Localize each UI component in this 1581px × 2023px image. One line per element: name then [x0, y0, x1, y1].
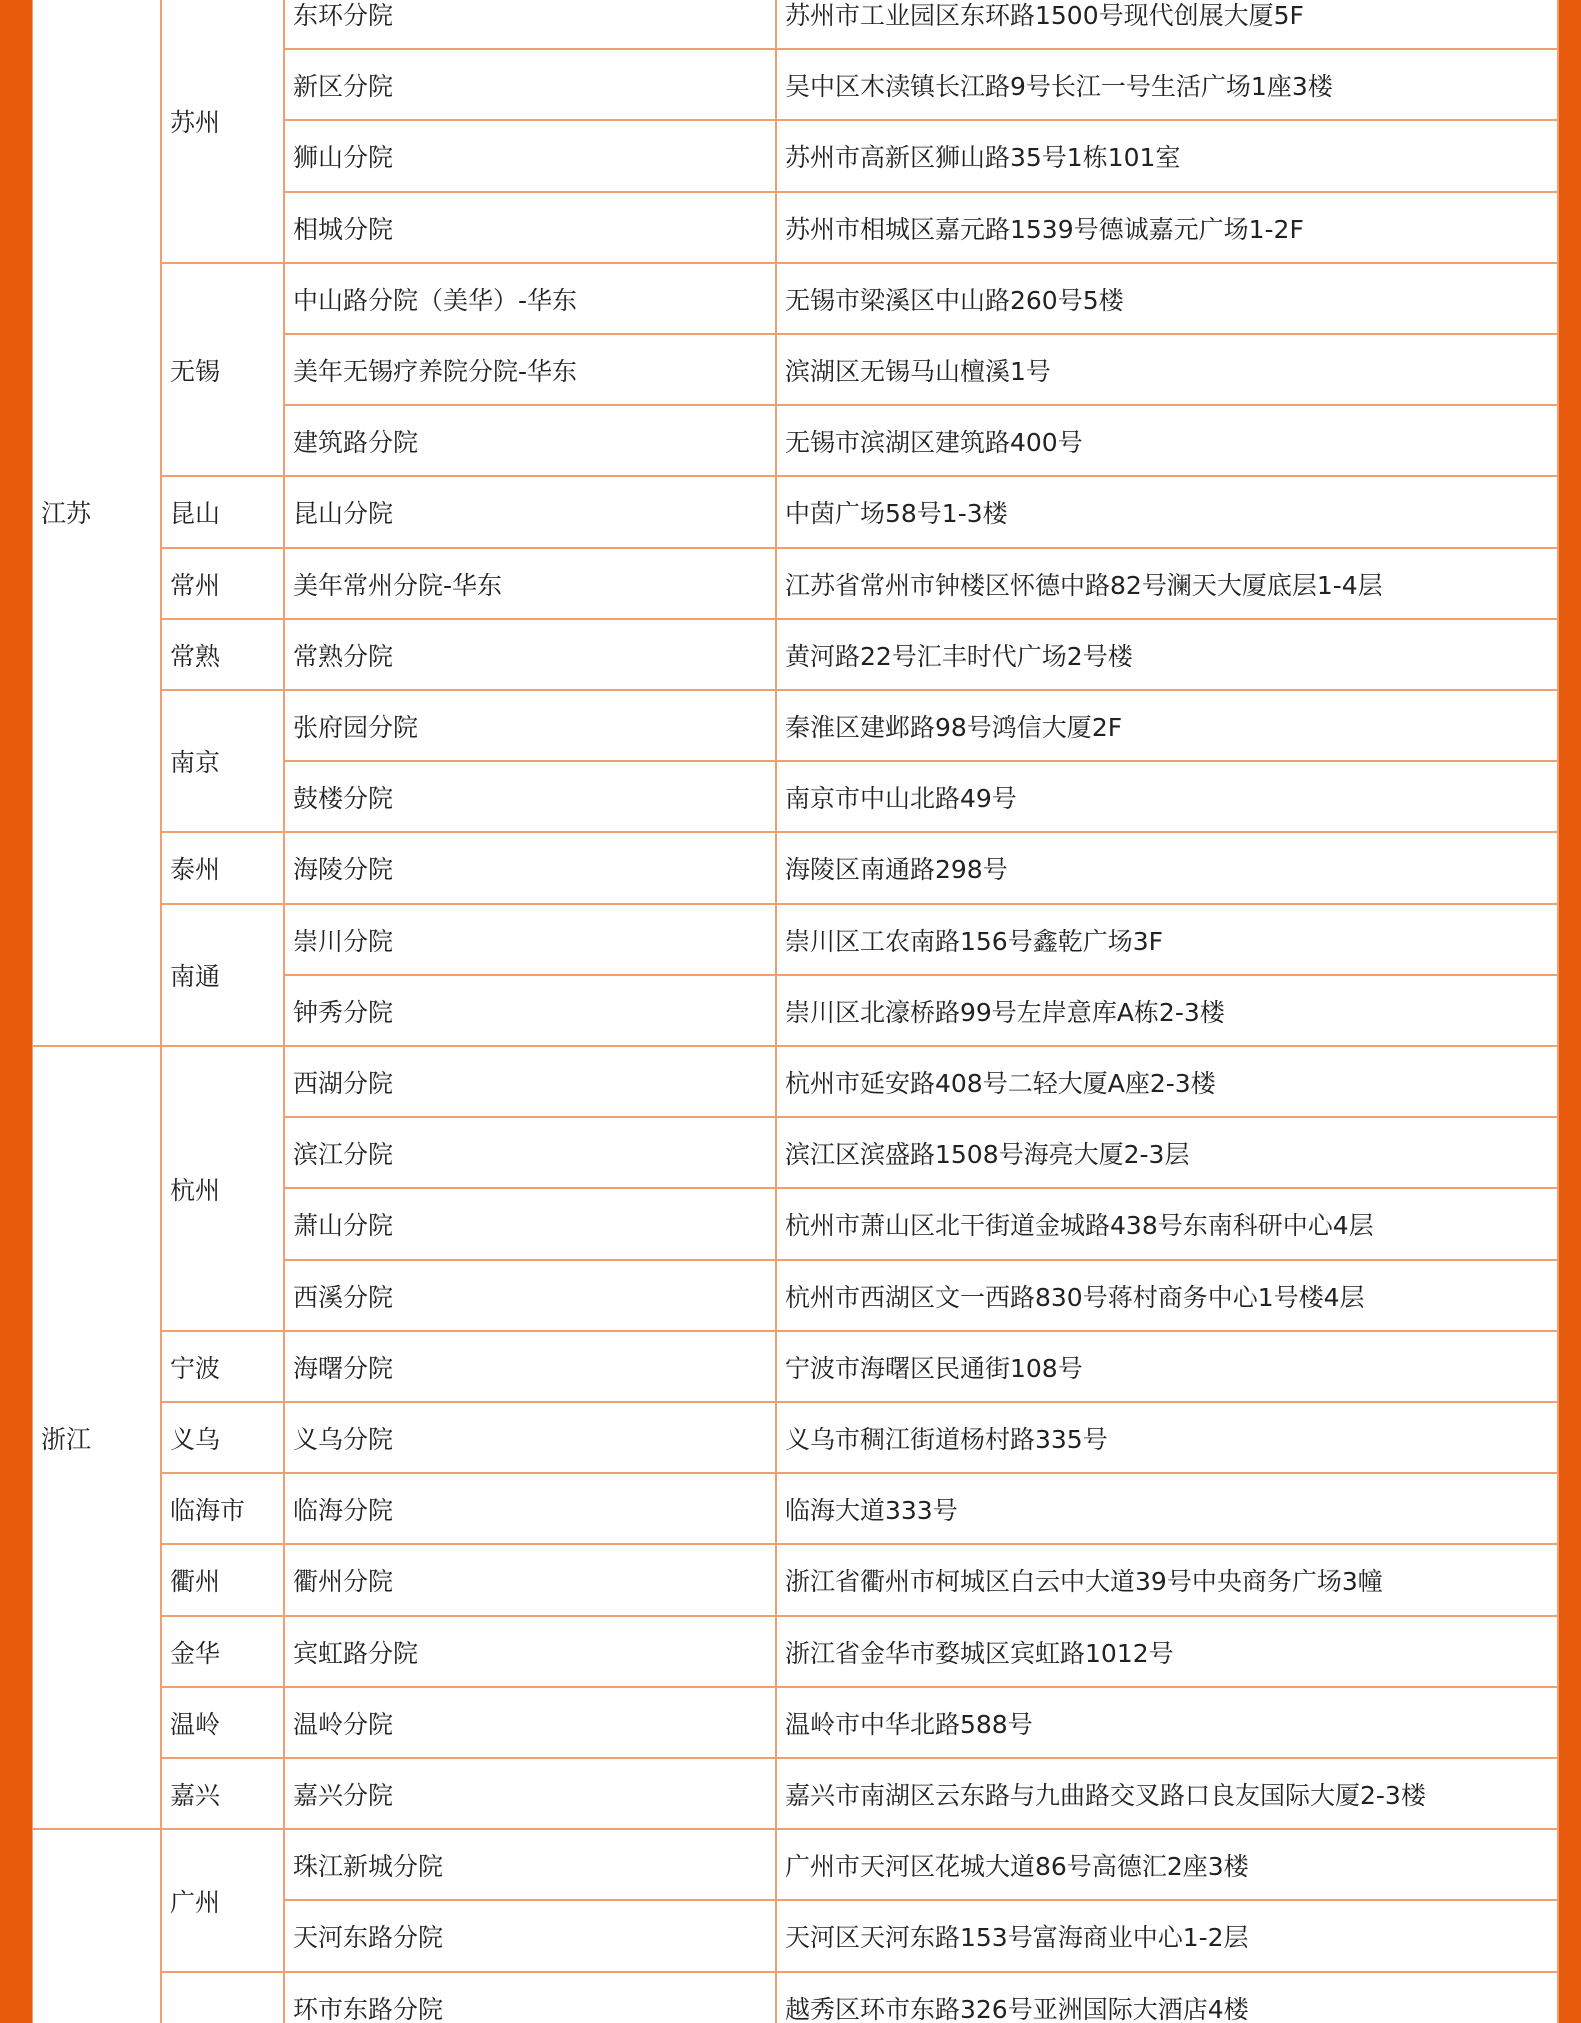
branch-name-cell: 天河东路分院 — [285, 1901, 777, 1973]
branch-address-cell: 宁波市海曙区民通街108号 — [777, 1332, 1559, 1403]
branch-address-cell: 浙江省衢州市柯城区白云中大道39号中央商务广场3幢 — [777, 1545, 1559, 1617]
city-cell: 苏州 — [162, 0, 285, 264]
branch-address-cell: 秦淮区建邺路98号鸿信大厦2F — [777, 691, 1559, 762]
branch-address-cell: 苏州市相城区嘉元路1539号德诚嘉元广场1-2F — [777, 193, 1559, 264]
branch-address-cell: 越秀区环市东路326号亚洲国际大酒店4楼 — [777, 1973, 1559, 2023]
page-frame — [32, 0, 1559, 2023]
branch-address-cell: 杭州市萧山区北干街道金城路438号东南科研中心4层 — [777, 1189, 1559, 1261]
branch-name-cell: 海曙分院 — [285, 1332, 777, 1403]
city-cell: 无锡 — [162, 264, 285, 477]
branch-address-cell: 苏州市高新区狮山路35号1栋101室 — [777, 121, 1559, 193]
branch-address-cell: 黄河路22号汇丰时代广场2号楼 — [777, 620, 1559, 691]
branch-address-cell: 南京市中山北路49号 — [777, 762, 1559, 833]
branch-address-cell: 崇川区北濠桥路99号左岸意库A栋2-3楼 — [777, 976, 1559, 1047]
city-cell: 义乌 — [162, 1403, 285, 1474]
branch-name-cell: 狮山分院 — [285, 121, 777, 193]
branch-address-cell: 天河区天河东路153号富海商业中心1-2层 — [777, 1901, 1559, 1973]
branch-address-cell: 滨湖区无锡马山檀溪1号 — [777, 335, 1559, 406]
branch-address-cell: 苏州市工业园区东环路1500号现代创展大厦5F — [777, 0, 1559, 50]
branch-name-cell: 衢州分院 — [285, 1545, 777, 1617]
branch-name-cell: 海陵分院 — [285, 833, 777, 905]
branch-name-cell: 美年常州分院-华东 — [285, 549, 777, 620]
branch-address-cell: 嘉兴市南湖区云东路与九曲路交叉路口良友国际大厦2-3楼 — [777, 1759, 1559, 1830]
city-cell: 昆山 — [162, 477, 285, 549]
branch-address-cell: 崇川区工农南路156号鑫乾广场3F — [777, 905, 1559, 976]
branch-address-cell: 广州市天河区花城大道86号高德汇2座3楼 — [777, 1830, 1559, 1901]
province-cell: 江苏 — [32, 0, 162, 1047]
branch-address-cell: 温岭市中华北路588号 — [777, 1688, 1559, 1759]
branch-address-cell: 临海大道333号 — [777, 1474, 1559, 1545]
city-cell: 宁波 — [162, 1332, 285, 1403]
city-cell: 衢州 — [162, 1545, 285, 1617]
branch-name-cell: 义乌分院 — [285, 1403, 777, 1474]
city-cell: 常州 — [162, 549, 285, 620]
city-cell: 常熟 — [162, 620, 285, 691]
branch-name-cell: 嘉兴分院 — [285, 1759, 777, 1830]
branch-address-cell: 中茵广场58号1-3楼 — [777, 477, 1559, 549]
branch-name-cell: 萧山分院 — [285, 1189, 777, 1261]
branch-name-cell: 常熟分院 — [285, 620, 777, 691]
city-cell: 南京 — [162, 691, 285, 833]
branch-address-cell: 义乌市稠江街道杨村路335号 — [777, 1403, 1559, 1474]
branch-name-cell: 西湖分院 — [285, 1047, 777, 1118]
province-cell: 浙江 — [32, 1047, 162, 1830]
branch-address-cell: 吴中区木渎镇长江路9号长江一号生活广场1座3楼 — [777, 50, 1559, 121]
branch-name-cell: 宾虹路分院 — [285, 1617, 777, 1688]
province-cell — [32, 1830, 162, 2023]
branch-name-cell: 鼓楼分院 — [285, 762, 777, 833]
branch-name-cell: 珠江新城分院 — [285, 1830, 777, 1901]
branch-name-cell: 相城分院 — [285, 193, 777, 264]
branch-name-cell: 崇川分院 — [285, 905, 777, 976]
city-cell: 金华 — [162, 1617, 285, 1688]
branch-address-cell: 杭州市延安路408号二轻大厦A座2-3楼 — [777, 1047, 1559, 1118]
branch-name-cell: 新区分院 — [285, 50, 777, 121]
branch-name-cell: 环市东路分院 — [285, 1973, 777, 2023]
branch-name-cell: 滨江分院 — [285, 1118, 777, 1189]
branch-name-cell: 中山路分院（美华）-华东 — [285, 264, 777, 335]
city-cell: 嘉兴 — [162, 1759, 285, 1830]
branch-address-cell: 海陵区南通路298号 — [777, 833, 1559, 905]
branch-name-cell: 钟秀分院 — [285, 976, 777, 1047]
branch-address-cell: 杭州市西湖区文一西路830号蒋村商务中心1号楼4层 — [777, 1261, 1559, 1332]
city-cell — [162, 1973, 285, 2023]
city-cell: 广州 — [162, 1830, 285, 1973]
branch-name-cell: 张府园分院 — [285, 691, 777, 762]
branch-address-cell: 浙江省金华市婺城区宾虹路1012号 — [777, 1617, 1559, 1688]
city-cell: 温岭 — [162, 1688, 285, 1759]
branch-name-cell: 临海分院 — [285, 1474, 777, 1545]
branch-name-cell: 昆山分院 — [285, 477, 777, 549]
city-cell: 杭州 — [162, 1047, 285, 1332]
city-cell: 南通 — [162, 905, 285, 1047]
branch-name-cell: 美年无锡疗养院分院-华东 — [285, 335, 777, 406]
city-cell: 泰州 — [162, 833, 285, 905]
branch-name-cell: 东环分院 — [285, 0, 777, 50]
branch-address-cell: 无锡市滨湖区建筑路400号 — [777, 406, 1559, 477]
branch-address-cell: 江苏省常州市钟楼区怀德中路82号澜天大厦底层1-4层 — [777, 549, 1559, 620]
branch-address-cell: 滨江区滨盛路1508号海亮大厦2-3层 — [777, 1118, 1559, 1189]
city-cell: 临海市 — [162, 1474, 285, 1545]
branch-name-cell: 温岭分院 — [285, 1688, 777, 1759]
branch-address-cell: 无锡市梁溪区中山路260号5楼 — [777, 264, 1559, 335]
branch-name-cell: 建筑路分院 — [285, 406, 777, 477]
branch-name-cell: 西溪分院 — [285, 1261, 777, 1332]
